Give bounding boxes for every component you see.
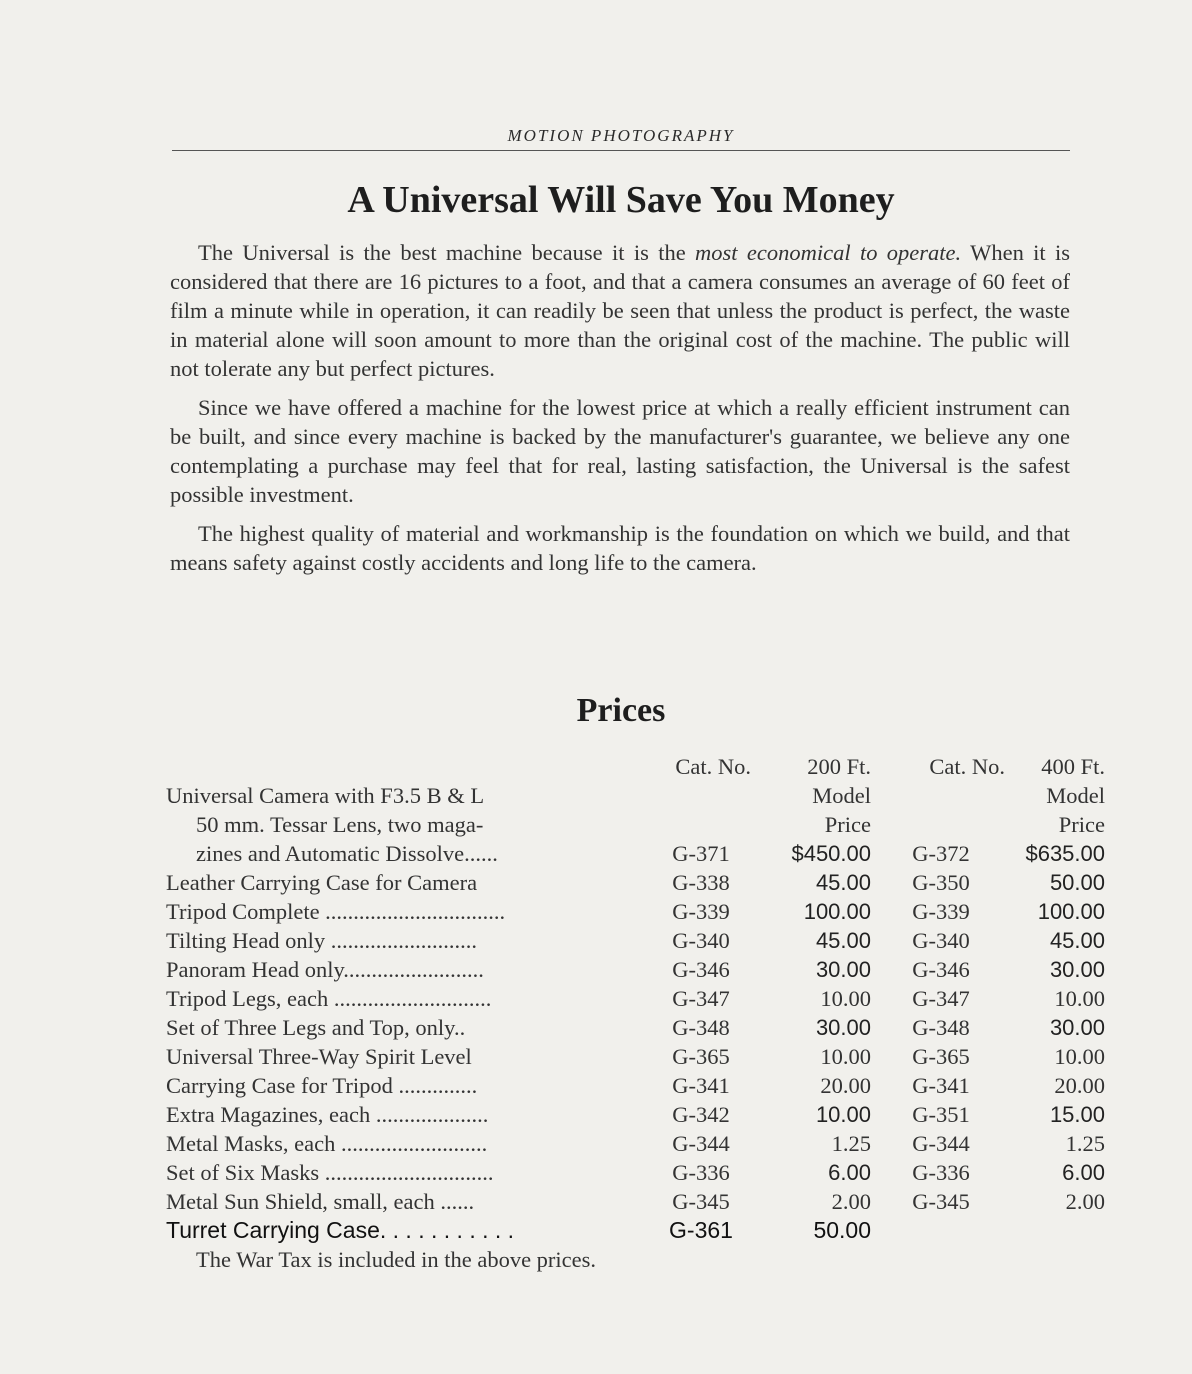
price-400: 45.00 <box>1049 928 1105 953</box>
price-200: 30.00 <box>815 957 871 982</box>
table-row <box>166 1100 1105 1129</box>
price-label-200: Price <box>824 812 871 837</box>
price-200: 10.00 <box>820 986 871 1011</box>
table-row <box>166 1042 1105 1071</box>
table-row <box>166 1216 1105 1245</box>
cat-no-header-400: Cat. No. <box>929 754 1005 779</box>
paragraph-1-text-b: When it is considered that there are 16 pictures to a foot, and that a camera consumes an average of 60 feet of film a minute while in operation, it can readily be seen that unless the product is perfect, the waste in material alone will soon amount to more than the original cost of the machine. The public will not tolerate any but perfect pictures. <box>170 240 1071 381</box>
cat-no-400: G-341 <box>912 1073 970 1098</box>
camera-line-1: Universal Camera with F3.5 B & L <box>166 783 485 808</box>
price-400: 6.00 <box>1062 1160 1105 1185</box>
price-200: 10.00 <box>820 1044 871 1069</box>
price-label-400: Price <box>1058 812 1105 837</box>
price-table <box>166 752 1105 1245</box>
cat-no-400: G-351 <box>912 1102 970 1127</box>
model-header-200: Model <box>812 783 871 808</box>
price-header-400: 400 Ft. <box>1041 754 1105 779</box>
item-name: Panoram Head only......................... <box>166 957 484 982</box>
price-400: 50.00 <box>1049 870 1105 895</box>
table-row <box>166 868 1105 897</box>
prices-heading: Prices <box>576 692 666 729</box>
price-200: $450.00 <box>791 841 871 866</box>
cat-no-200: G-338 <box>672 870 730 895</box>
price-200: 100.00 <box>803 899 871 924</box>
cat-no-200: G-340 <box>672 928 730 953</box>
cat-no-200: G-341 <box>672 1073 730 1098</box>
price-200: 10.00 <box>815 1102 871 1127</box>
item-name: Metal Masks, each .......................... <box>166 1131 488 1156</box>
price-400: 30.00 <box>1049 1015 1105 1040</box>
item-name: Leather Carrying Case for Camera <box>166 870 478 895</box>
table-row <box>166 781 1105 810</box>
cat-no-400: G-346 <box>912 957 970 982</box>
camera-line-3: zines and Automatic Dissolve...... <box>196 841 498 866</box>
price-200: 45.00 <box>815 928 871 953</box>
cat-no-400: G-339 <box>912 899 970 924</box>
price-200: 50.00 <box>813 1217 871 1243</box>
paragraph-2: Since we have offered a machine for the lowest price at which a really efficient instrument can be built, and since every machine is backed by the manufacturer's guarantee, we believe any one contemplating a purchase may feel that for real, lasting satisfaction, the Universal is the safest possible investment. <box>170 395 1070 507</box>
paragraph-1-emphasis: most economical to operate. <box>695 240 962 265</box>
cat-no-400: G-350 <box>912 870 970 895</box>
cat-no-200: G-371 <box>672 841 730 866</box>
cat-no-400: G-348 <box>912 1015 970 1040</box>
running-head: MOTION PHOTOGRAPHY <box>507 126 735 145</box>
item-name: Set of Six Masks .............................. <box>166 1160 494 1185</box>
price-400: 100.00 <box>1037 899 1105 924</box>
cat-no-400 <box>877 1216 1005 1245</box>
cat-no-400: G-336 <box>912 1160 970 1185</box>
table-row <box>166 1158 1105 1187</box>
cat-no-header-200: Cat. No. <box>675 754 751 779</box>
item-name: Carrying Case for Tripod .............. <box>166 1073 478 1098</box>
table-row <box>166 1129 1105 1158</box>
item-name: Turret Carrying Case. . . . . . . . . . . <box>166 1217 515 1243</box>
price-200: 1.25 <box>831 1131 871 1156</box>
price-200: 20.00 <box>820 1073 871 1098</box>
price-header-200: 200 Ft. <box>807 754 871 779</box>
table-row <box>166 1187 1105 1216</box>
page-title: A Universal Will Save You Money <box>347 179 895 221</box>
price-400: 15.00 <box>1049 1102 1105 1127</box>
item-name: Tilting Head only .......................... <box>166 928 478 953</box>
item-name: Universal Three-Way Spirit Level <box>166 1044 472 1069</box>
cat-no-400: G-344 <box>912 1131 970 1156</box>
price-400: 20.00 <box>1054 1073 1105 1098</box>
table-row <box>166 1071 1105 1100</box>
price-400: 1.25 <box>1065 1131 1105 1156</box>
cat-no-400: G-345 <box>912 1189 970 1214</box>
table-row <box>166 839 1105 868</box>
price-200: 2.00 <box>831 1189 871 1214</box>
paragraph-1-text-a: The Universal is the best machine because it is the <box>198 240 696 265</box>
cat-no-200: G-344 <box>672 1131 730 1156</box>
cat-no-200: G-348 <box>672 1015 730 1040</box>
header-rule <box>172 150 1070 151</box>
table-header-row <box>166 752 1105 781</box>
cat-no-200: G-342 <box>672 1102 730 1127</box>
item-name: Tripod Complete ................................ <box>166 899 506 924</box>
body-text <box>170 238 1070 587</box>
cat-no-200: G-339 <box>672 899 730 924</box>
table-row <box>166 926 1105 955</box>
camera-line-2: 50 mm. Tessar Lens, two maga- <box>196 812 484 837</box>
price-400: $635.00 <box>1025 841 1105 866</box>
cat-no-200: G-346 <box>672 957 730 982</box>
price-200: 45.00 <box>815 870 871 895</box>
war-tax-note: The War Tax is included in the above prices. <box>196 1247 597 1272</box>
price-400: 10.00 <box>1054 986 1105 1011</box>
price-200: 6.00 <box>828 1160 871 1185</box>
item-name: Extra Magazines, each .................... <box>166 1102 489 1127</box>
table-row <box>166 955 1105 984</box>
table-row <box>166 810 1105 839</box>
cat-no-400: G-347 <box>912 986 970 1011</box>
paragraph-1 <box>170 238 1070 383</box>
table-row <box>166 984 1105 1013</box>
model-header-400: Model <box>1046 783 1105 808</box>
price-200: 30.00 <box>815 1015 871 1040</box>
cat-no-400: G-372 <box>912 841 970 866</box>
price-400: 10.00 <box>1054 1044 1105 1069</box>
paragraph-3: The highest quality of material and workmanship is the foundation on which we build, and that means safety against costly accidents and long life to the camera. <box>170 521 1070 575</box>
cat-no-200: G-361 <box>669 1217 733 1243</box>
table-row <box>166 1013 1105 1042</box>
cat-no-200: G-336 <box>672 1160 730 1185</box>
price-400: 2.00 <box>1065 1189 1105 1214</box>
cat-no-400: G-340 <box>912 928 970 953</box>
price-400 <box>1005 1216 1105 1245</box>
cat-no-200: G-365 <box>672 1044 730 1069</box>
cat-no-400: G-365 <box>912 1044 970 1069</box>
item-name: Metal Sun Shield, small, each ...... <box>166 1189 475 1214</box>
item-header <box>166 752 651 781</box>
cat-no-200: G-345 <box>672 1189 730 1214</box>
cat-no-200: G-347 <box>672 986 730 1011</box>
item-name: Tripod Legs, each ............................ <box>166 986 492 1011</box>
item-name: Set of Three Legs and Top, only.. <box>166 1015 466 1040</box>
table-row <box>166 897 1105 926</box>
price-400: 30.00 <box>1049 957 1105 982</box>
